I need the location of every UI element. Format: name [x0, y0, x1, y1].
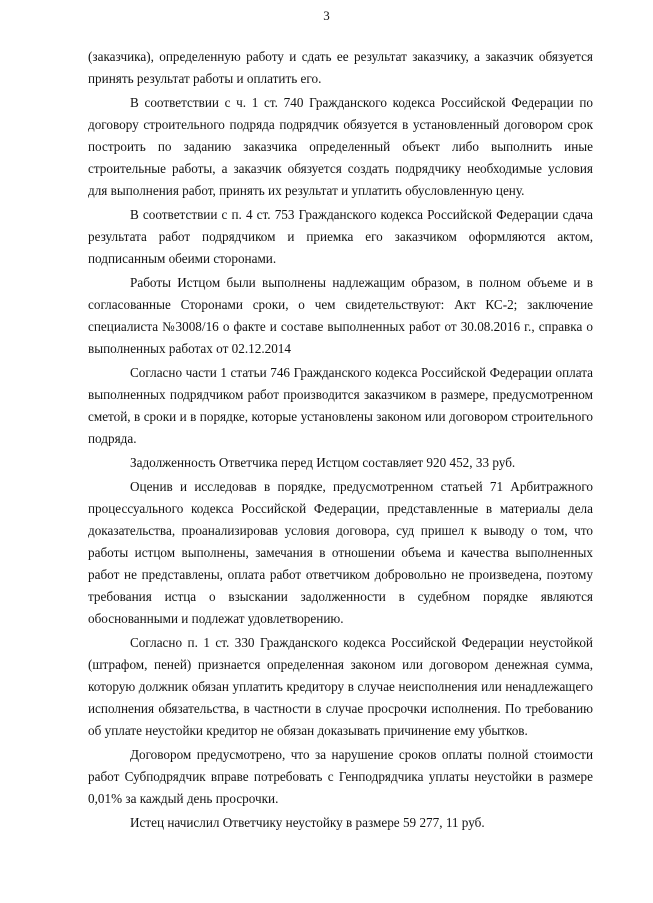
- paragraph: Истец начислил Ответчику неустойку в размере 59 277, 11 руб.: [130, 815, 485, 830]
- document-body: [88, 46, 593, 836]
- paragraph: В соответствии с п. 4 ст. 753 Гражданского кодекса Российской Федерации сдача результата работ подрядчиком и приемка его заказчиком оформляются актом, подписанным обеими сторонами.: [88, 207, 593, 266]
- paragraph: Работы Истцом были выполнены надлежащим образом, в полном объеме и в согласованные Сторонами сроки, о чем свидетельствуют: Акт КС-2; заключение специалиста №3008/16 о факте и составе выполненных работ от 30.08.2016 г., справка о выполненных работах от 02.12.2014: [88, 275, 593, 356]
- paragraph: Договором предусмотрено, что за нарушение сроков оплаты полной стоимости работ Субподрядчик вправе потребовать с Генподрядчика уплаты неустойки в размере 0,01% за каждый день просрочки.: [88, 747, 593, 806]
- paragraph: Согласно части 1 статьи 746 Гражданского кодекса Российской Федерации оплата выполненных подрядчиком работ производится заказчиком в размере, предусмотренном сметой, в сроки и в порядке, которые установлены законом или договором строительного подряда.: [88, 365, 593, 446]
- paragraph: Задолженность Ответчика перед Истцом составляет 920 452, 33 руб.: [130, 455, 516, 470]
- paragraph: (заказчика), определенную работу и сдать ее результат заказчику, а заказчик обязуется принять результат работы и оплатить его.: [88, 49, 593, 86]
- paragraph: Оценив и исследовав в порядке, предусмотренном статьей 71 Арбитражного процессуального кодекса Российской Федерации, представленные в материалы дела доказательства, проанализировав условия договора, суд пришел к выводу о том, что работы истцом выполнены, замечания в отношении объема и качества выполненных работ не представлены, оплата работ ответчиком добровольно не произведена, поэтому требования истца о взыскании задолженности в судебном порядке являются обоснованными и подлежат удовлетворению.: [88, 479, 593, 626]
- paragraph: В соответствии с ч. 1 ст. 740 Гражданского кодекса Российской Федерации по договору строительного подряда подрядчик обязуется в установленный договором срок построить по заданию заказчика определенный объект либо выполнить иные строительные работы, а заказчик обязуется создать подрядчику необходимые условия для выполнения работ, принять их результат и уплатить обусловленную цену.: [88, 95, 593, 198]
- page-number: 3: [323, 8, 330, 23]
- paragraph: Согласно п. 1 ст. 330 Гражданского кодекса Российской Федерации неустойкой (штрафом, пеней) признается определенная законом или договором денежная сумма, которую должник обязан уплатить кредитору в случае неисполнения или ненадлежащего исполнения обязательства, в частности в случае просрочки исполнения. По требованию об уплате неустойки кредитор не обязан доказывать причинение ему убытков.: [88, 635, 593, 738]
